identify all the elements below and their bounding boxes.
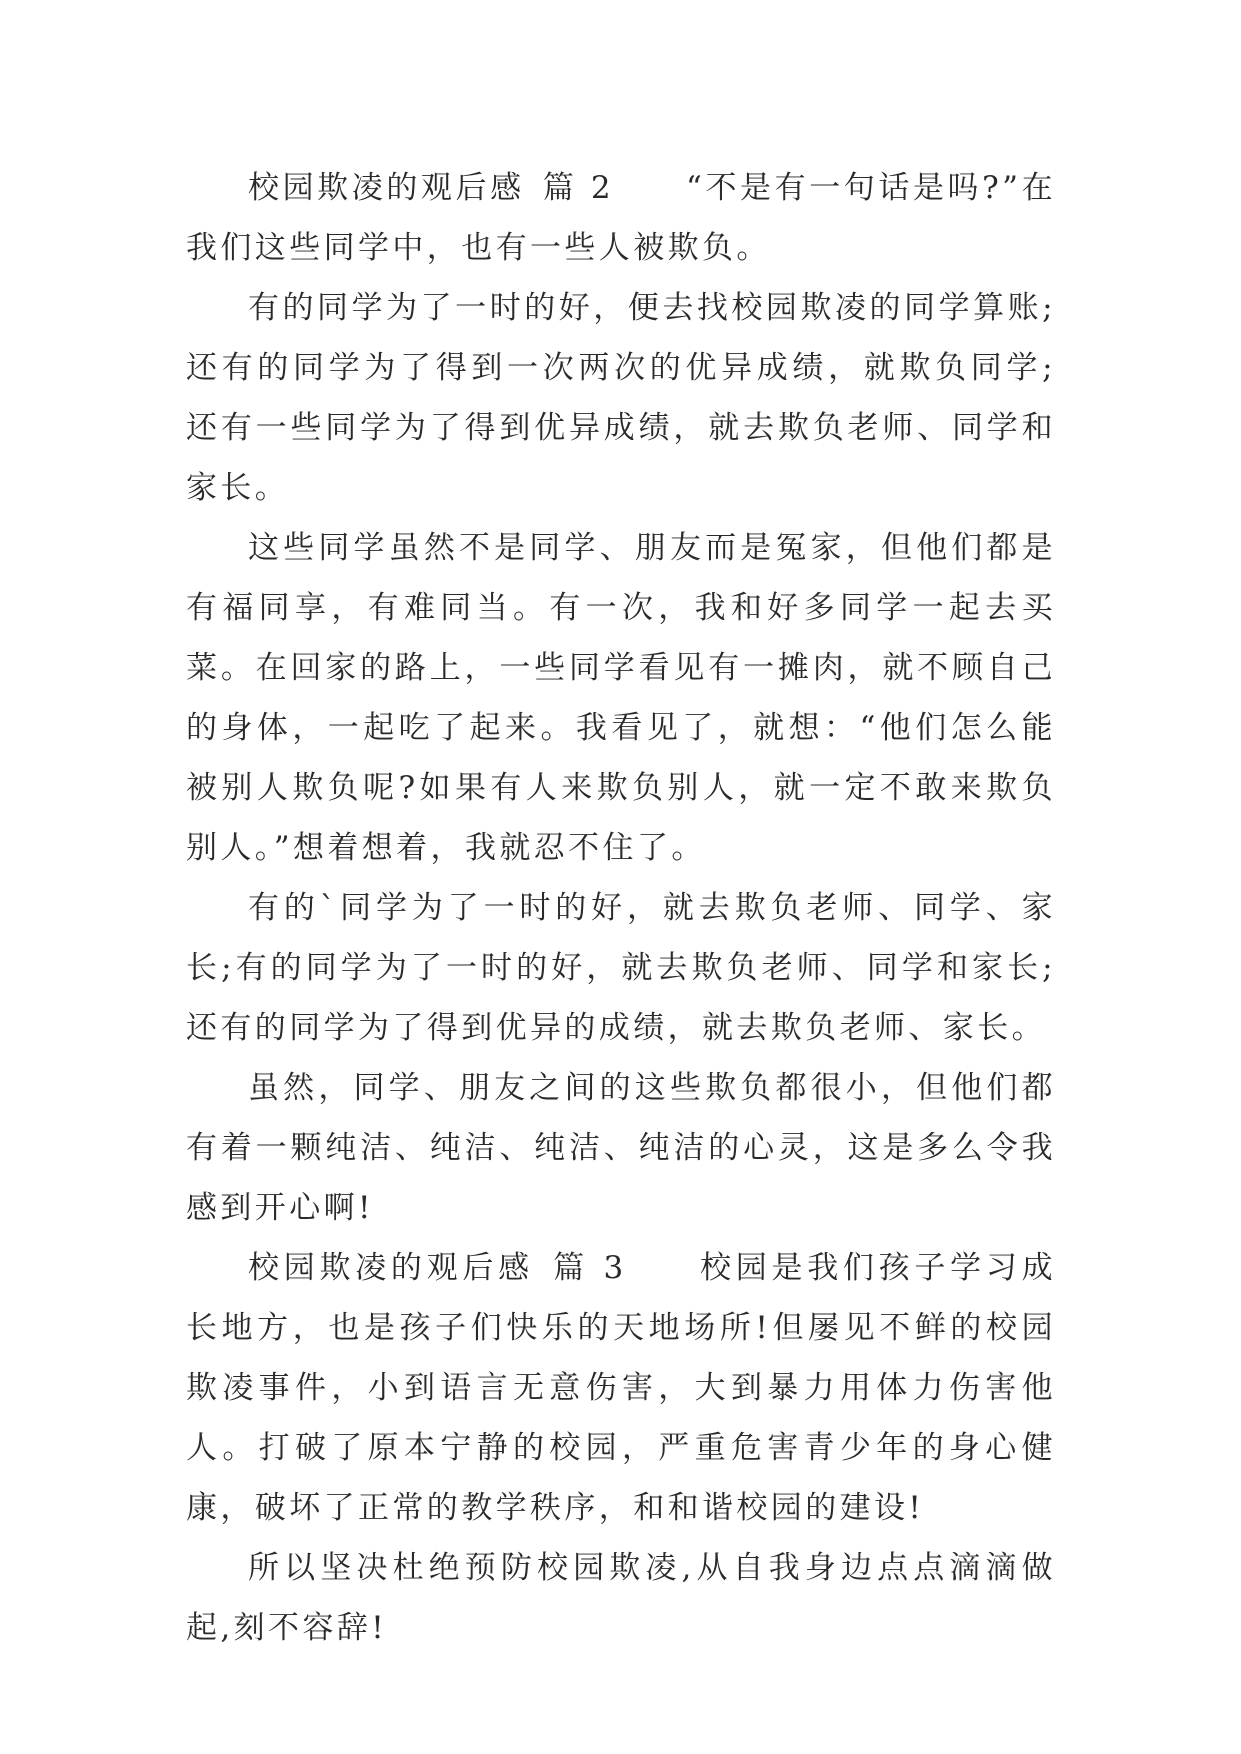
section-number: 篇 2	[542, 170, 615, 206]
section-heading: 校园欺凌的观后感	[248, 1250, 534, 1286]
paragraph-text: “不是有一句话是吗?”在我们这些同学中，也有一些人被欺负。	[186, 170, 1056, 266]
paragraph-text: 虽然，同学、朋友之间的这些欺负都很小，但他们都有着一颗纯洁、纯洁、纯洁、纯洁的心灵，这是多么令我感到开心啊!	[186, 1070, 1056, 1226]
paragraph-7	[186, 1538, 1056, 1658]
paragraph-1	[186, 158, 1056, 278]
section-number: 篇 3	[551, 1250, 627, 1286]
paragraph-text: 这些同学虽然不是同学、朋友而是冤家，但他们都是有福同享，有难同当。有一次，我和好多同学一起去买菜。在回家的路上，一些同学看见有一摊肉，就不顾自己的身体，一起吃了起来。我看见了，就想：“他们怎么能被别人欺负呢?如果有人来欺负别人，就一定不敢来欺负别人。”想着想着，我就忍不住了。	[186, 530, 1056, 866]
paragraph-6	[186, 1238, 1056, 1538]
paragraph-2	[186, 278, 1056, 518]
paragraph-5	[186, 1058, 1056, 1238]
paragraph-text: 有的`同学为了一时的好，就去欺负老师、同学、家长;有的同学为了一时的好，就去欺负老师、同学和家长;还有的同学为了得到优异的成绩，就去欺负老师、家长。	[186, 890, 1056, 1046]
section-heading: 校园欺凌的观后感	[248, 170, 525, 206]
paragraph-text: 校园是我们孩子学习成长地方，也是孩子们快乐的天地场所!但屡见不鲜的校园欺凌事件，小到语言无意伤害，大到暴力用体力伤害他人。打破了原本宁静的校园，严重危害青少年的身心健康，破坏了正常的教学秩序，和和谐校园的建设!	[186, 1250, 1056, 1526]
paragraph-4	[186, 878, 1056, 1058]
paragraph-text: 有的同学为了一时的好，便去找校园欺凌的同学算账;还有的同学为了得到一次两次的优异成绩，就欺负同学;还有一些同学为了得到优异成绩，就去欺负老师、同学和家长。	[186, 290, 1056, 506]
paragraph-text: 所以坚决杜绝预防校园欺凌,从自我身边点点滴滴做起,刻不容辞!	[186, 1550, 1056, 1646]
paragraph-3	[186, 518, 1056, 878]
document-body	[186, 158, 1056, 1658]
